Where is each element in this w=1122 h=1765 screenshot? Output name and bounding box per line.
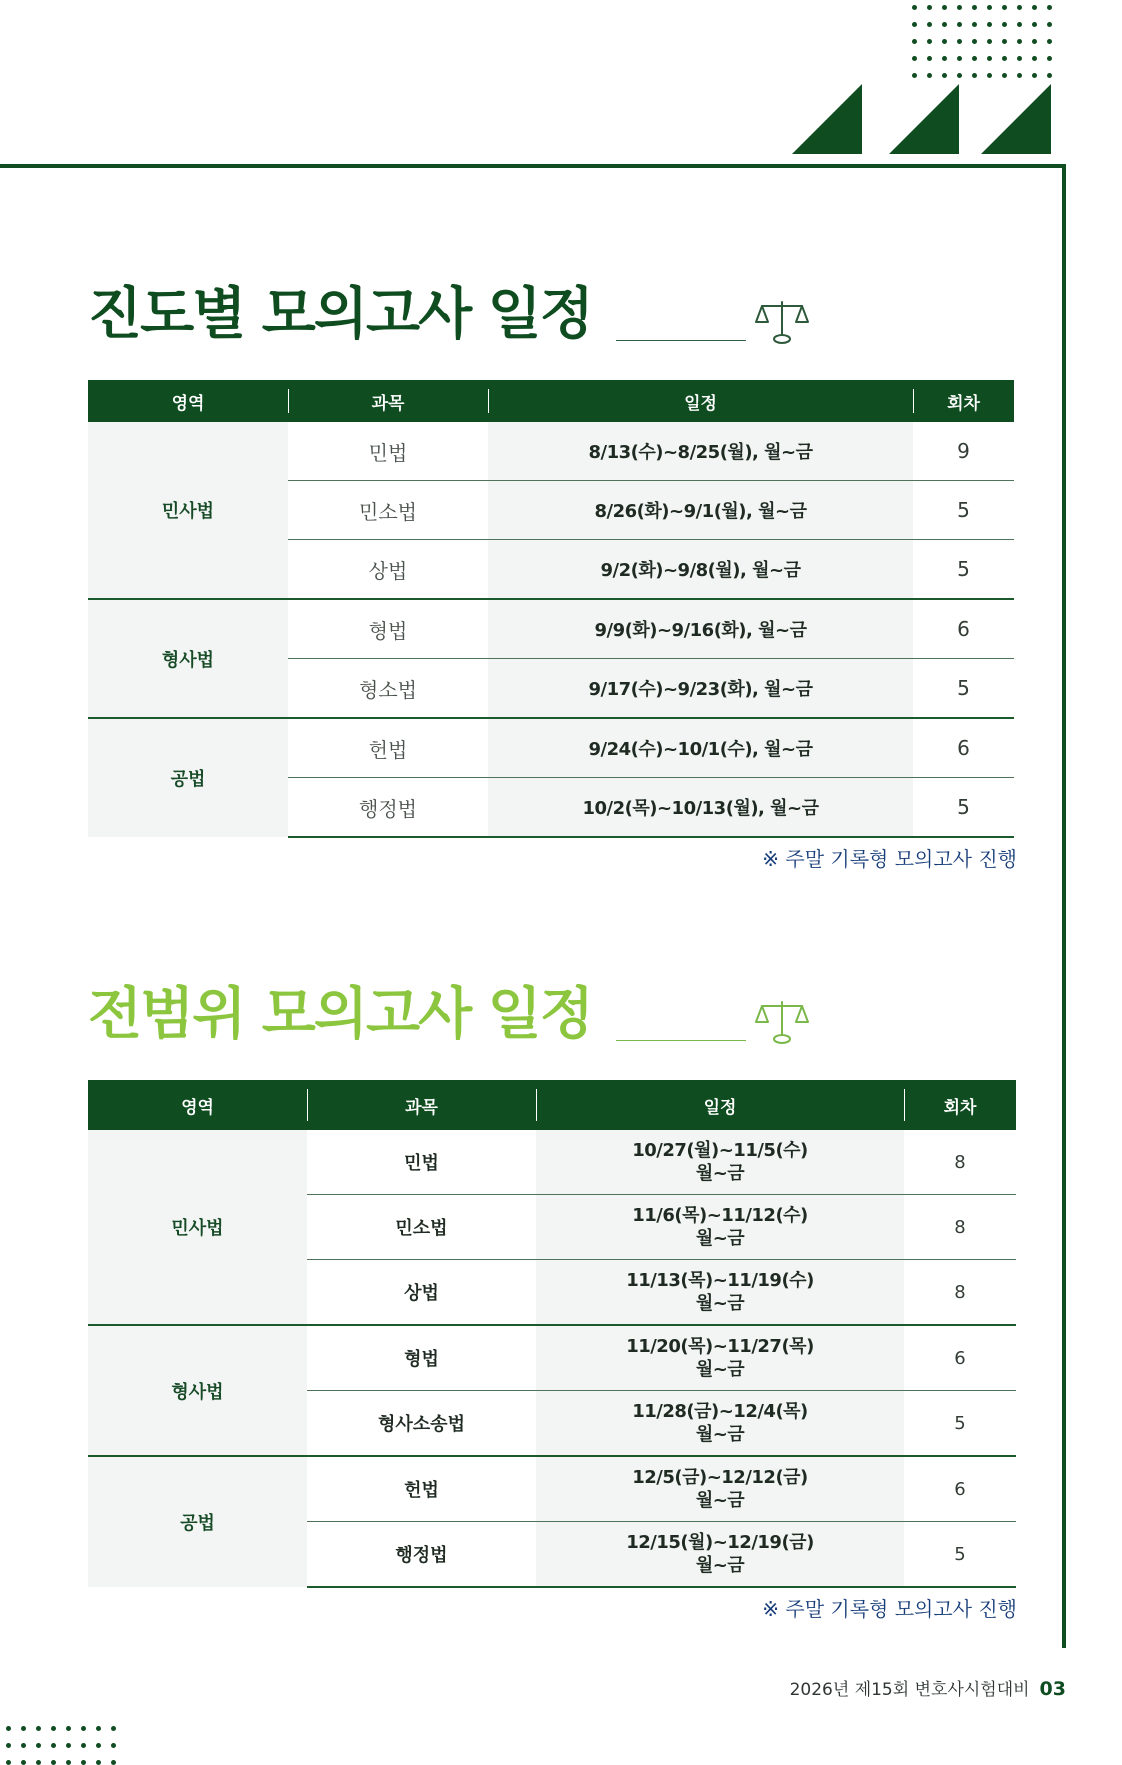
decorative-triangle: [981, 84, 1051, 154]
count-cell: 8: [904, 1195, 1016, 1260]
schedule-date-range: 12/15(월)~12/19(금): [626, 1532, 814, 1553]
scale-of-justice-icon: [754, 998, 810, 1046]
column-header-area: 영역: [88, 1080, 307, 1130]
table-row: [88, 1456, 1016, 1522]
schedule-date-range: 11/20(목)~11/27(목): [626, 1336, 814, 1357]
count-cell: 6: [913, 718, 1014, 778]
area-cell: 형사법: [88, 599, 288, 718]
schedule-date-range: 11/28(금)~12/4(목): [632, 1401, 808, 1422]
table-header-row: [88, 1080, 1016, 1130]
column-header-subject: 과목: [288, 380, 488, 422]
schedule-weekdays: 월~금: [695, 1359, 745, 1380]
count-cell: 6: [904, 1325, 1016, 1391]
schedule-weekdays: 월~금: [695, 1163, 745, 1184]
area-cell: 공법: [88, 1456, 307, 1587]
table-row: [88, 1325, 1016, 1391]
subject-cell: 행정법: [288, 778, 488, 838]
area-cell: 민사법: [88, 1130, 307, 1325]
count-cell: 5: [913, 540, 1014, 600]
schedule-date-range: 10/27(월)~11/5(수): [632, 1140, 808, 1161]
title-underline: [616, 340, 746, 341]
subject-cell: 민소법: [307, 1195, 536, 1260]
subject-cell: 민법: [288, 422, 488, 481]
page-footer: [790, 1675, 1066, 1700]
column-header-count: 회차: [904, 1080, 1016, 1130]
schedule-cell: 9/17(수)~9/23(화), 월~금: [488, 659, 913, 719]
subject-cell: 상법: [288, 540, 488, 600]
schedule-cell: 10/2(목)~10/13(월), 월~금: [488, 778, 913, 838]
schedule-cell: 9/2(화)~9/8(월), 월~금: [488, 540, 913, 600]
count-cell: 8: [904, 1260, 1016, 1326]
count-cell: 5: [913, 481, 1014, 540]
table-row: [88, 718, 1014, 778]
subject-cell: 상법: [307, 1260, 536, 1326]
subject-cell: 헌법: [288, 718, 488, 778]
column-header-subject: 과목: [307, 1080, 536, 1130]
count-cell: 5: [904, 1391, 1016, 1457]
schedule-cell: [536, 1325, 904, 1391]
count-cell: 5: [913, 778, 1014, 838]
count-cell: 6: [904, 1456, 1016, 1522]
column-header-schedule: 일정: [536, 1080, 904, 1130]
decorative-triangle: [889, 84, 959, 154]
schedule-weekdays: 월~금: [695, 1424, 745, 1445]
schedule-cell: 8/26(화)~9/1(월), 월~금: [488, 481, 913, 540]
schedule-cell: [536, 1522, 904, 1588]
subject-cell: 형법: [288, 599, 488, 659]
decorative-dot-grid-bottom: [6, 1726, 126, 1765]
table-row: [88, 1130, 1016, 1195]
scale-of-justice-icon: [754, 298, 810, 346]
schedule-cell: [536, 1130, 904, 1195]
footer-text: 2026년 제15회 변호사시험대비: [789, 1680, 1030, 1700]
schedule-cell: [536, 1195, 904, 1260]
schedule-weekdays: 월~금: [695, 1293, 745, 1314]
page-number: 03: [1039, 1678, 1066, 1700]
count-cell: 6: [913, 599, 1014, 659]
table-header-row: [88, 380, 1014, 422]
title-underline: [616, 1040, 746, 1041]
schedule-cell: [536, 1456, 904, 1522]
column-header-area: 영역: [88, 380, 288, 422]
frame-border-right: [1062, 164, 1066, 1648]
weekend-exam-note: ※ 주말 기록형 모의고사 진행: [762, 1597, 1017, 1621]
section-title-progress-mock-exam: 진도별 모의고사 일정: [88, 282, 592, 347]
subject-cell: 민법: [307, 1130, 536, 1195]
schedule-weekdays: 월~금: [695, 1490, 745, 1511]
subject-cell: 헌법: [307, 1456, 536, 1522]
decorative-dot-grid-top: [912, 5, 1062, 78]
schedule-weekdays: 월~금: [695, 1228, 745, 1249]
schedule-cell: 8/13(수)~8/25(월), 월~금: [488, 422, 913, 481]
schedule-date-range: 12/5(금)~12/12(금): [632, 1467, 808, 1488]
frame-border-top: [0, 164, 1066, 168]
weekend-exam-note: ※ 주말 기록형 모의고사 진행: [762, 847, 1017, 871]
subject-cell: 형법: [307, 1325, 536, 1391]
schedule-date-range: 11/6(목)~11/12(수): [632, 1205, 808, 1226]
subject-cell: 형소법: [288, 659, 488, 719]
column-header-count: 회차: [913, 380, 1014, 422]
subject-cell: 행정법: [307, 1522, 536, 1588]
schedule-cell: [536, 1260, 904, 1326]
section-title-full-range-mock-exam: 전범위 모의고사 일정: [88, 982, 592, 1047]
schedule-cell: 9/9(화)~9/16(화), 월~금: [488, 599, 913, 659]
table-row: [88, 599, 1014, 659]
schedule-date-range: 11/13(목)~11/19(수): [626, 1270, 814, 1291]
schedule-cell: 9/24(수)~10/1(수), 월~금: [488, 718, 913, 778]
area-cell: 형사법: [88, 1325, 307, 1456]
count-cell: 8: [904, 1130, 1016, 1195]
schedule-weekdays: 월~금: [695, 1555, 745, 1576]
count-cell: 5: [913, 659, 1014, 719]
schedule-cell: [536, 1391, 904, 1457]
subject-cell: 민소법: [288, 481, 488, 540]
full-range-schedule-table: [88, 1080, 1016, 1588]
subject-cell: 형사소송법: [307, 1391, 536, 1457]
table-row: [88, 422, 1014, 481]
count-cell: 9: [913, 422, 1014, 481]
progress-schedule-table: [88, 380, 1014, 838]
decorative-triangle: [792, 84, 862, 154]
area-cell: 공법: [88, 718, 288, 837]
area-cell: 민사법: [88, 422, 288, 599]
count-cell: 5: [904, 1522, 1016, 1588]
column-header-schedule: 일정: [488, 380, 913, 422]
